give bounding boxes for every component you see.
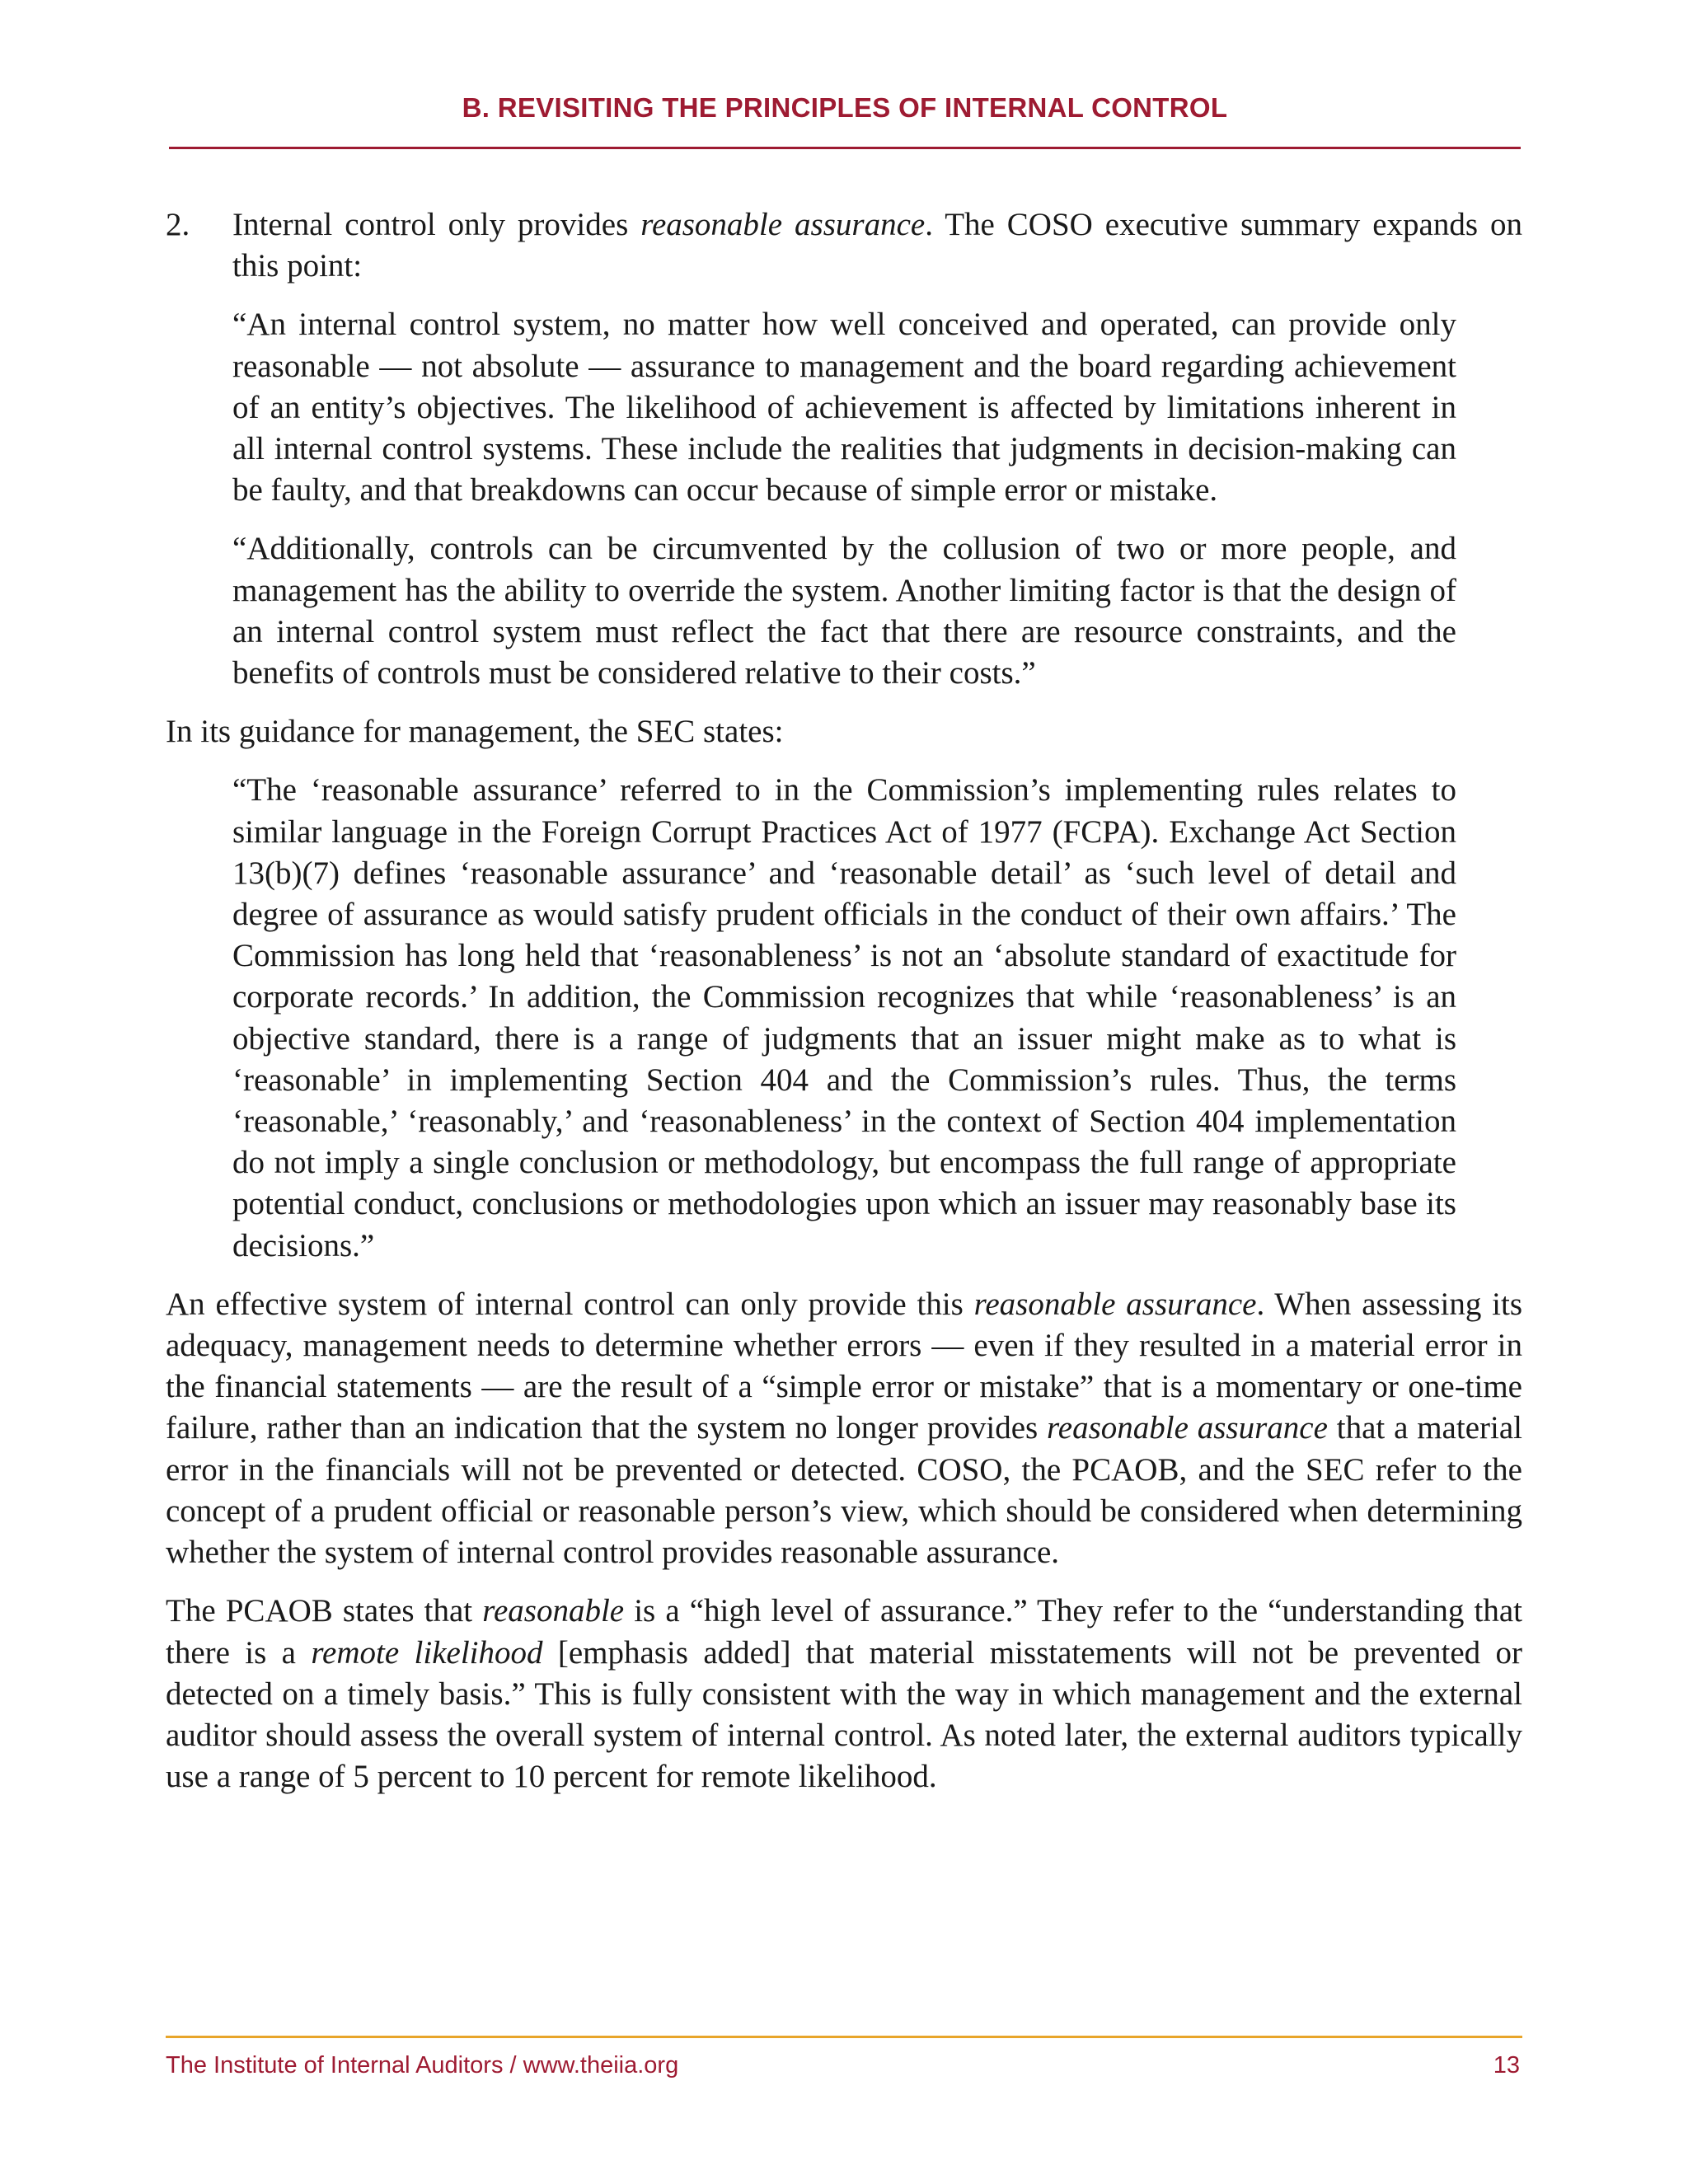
paragraph-text: The PCAOB states that xyxy=(166,1593,483,1629)
numbered-item-2 xyxy=(166,204,1522,287)
paragraph-text: [emphasis added] that material misstatements will not be prevented or detected on a timely basis.” This is fully consistent with the way in which management and the external auditor should assess the overall system of internal control. As noted later, the external auditors typically use a range of 5 percent to 10 percent for remote likelihood. xyxy=(166,1634,1523,1795)
paragraph-text: that a material error in the financials will not be prevented or detected. COSO, the PCAOB, and the SEC refer to the concept of a prudent official or reasonable person’s view, which should be considered when determining whether the system of internal control provides reasonable assurance. xyxy=(166,1410,1522,1571)
paragraph-text: . When assessing its adequacy, management needs to determine whether errors — even if they resulted in a material error in the financial statements — are the result of a “simple error or mistake” that is a momentary or one-time failure, rather than an indication that the system no longer provides xyxy=(166,1286,1522,1446)
footer-source: The Institute of Internal Auditors / www.theiia.org xyxy=(166,2052,679,2079)
item-text-part: . The COSO executive summary expands on this point: xyxy=(232,207,1523,284)
item-number: 2. xyxy=(166,207,190,242)
item-text-part: Internal control only provides xyxy=(232,207,641,242)
section-header: B. REVISITING THE PRINCIPLES OF INTERNAL CONTROL xyxy=(462,92,1228,123)
item-text-emphasis: reasonable assurance xyxy=(640,207,926,242)
coso-quote-2: “Additionally, controls can be circumvented by the collusion of two or more people, and management has the ability to override the system. Another limiting factor is that the design of an internal control system must reflect the fact that there are resource constraints, and the benefits of controls must be considered relative to their costs.” xyxy=(232,531,1456,691)
header-rule xyxy=(169,147,1521,149)
sec-intro-paragraph: In its guidance for management, the SEC states: xyxy=(166,714,784,750)
body-content xyxy=(166,204,1522,1815)
sec-quote: “The ‘reasonable assurance’ referred to in the Commission’s implementing rules relates to similar language in the Foreign Corrupt Practices Act of 1977 (FCPA). Exchange Act Section 13(b)(7) defines ‘reasonable assurance’ and ‘reasonable detail’ as ‘such level of detail and degree of assurance as would satisfy prudent officials in the conduct of their own affairs.’ The Commission has long held that ‘reasonableness’ is not an ‘absolute standard of exactitude for corporate records.’ In addition, the Commission recognizes that while ‘reasonableness’ is an objective standard, there is a range of judgments that an issuer might make as to what is ‘reasonable’ in implementing Section 404 and the Commission’s rules. Thus, the terms ‘reasonable,’ ‘reasonably,’ and ‘reasonableness’ in the context of Section 404 implementation do not imply a single conclusion or methodology, but encompass the full range of appropriate potential conduct, conclusions or methodologies upon which an issuer may reasonably base its decisions.” xyxy=(232,772,1456,1263)
footer-rule xyxy=(166,2036,1522,2038)
effective-system-paragraph xyxy=(166,1284,1522,1573)
paragraph-text: is a “high level of assurance.” They refer to the “understanding that there is a xyxy=(166,1593,1522,1671)
paragraph-emphasis: reasonable assurance xyxy=(973,1286,1257,1322)
item-text xyxy=(232,204,1522,287)
paragraph-emphasis: reasonable xyxy=(482,1593,625,1629)
paragraph-emphasis: remote likelihood xyxy=(311,1634,543,1671)
page-number: 13 xyxy=(1493,2052,1520,2079)
paragraph-emphasis: reasonable assurance xyxy=(1047,1410,1328,1446)
paragraph-text: An effective system of internal control can only provide this xyxy=(166,1286,974,1322)
pcaob-paragraph xyxy=(166,1591,1522,1797)
coso-quote-1: “An internal control system, no matter how well conceived and operated, can provide only reasonable — not absolute — assurance to management and the board regarding achievement of an entity’s objectives. The likelihood of achievement is affected by limitations inherent in all internal control systems. These include the realities that judgments in decision-making can be faulty, and that breakdowns can occur because of simple error or mistake. xyxy=(232,307,1456,509)
